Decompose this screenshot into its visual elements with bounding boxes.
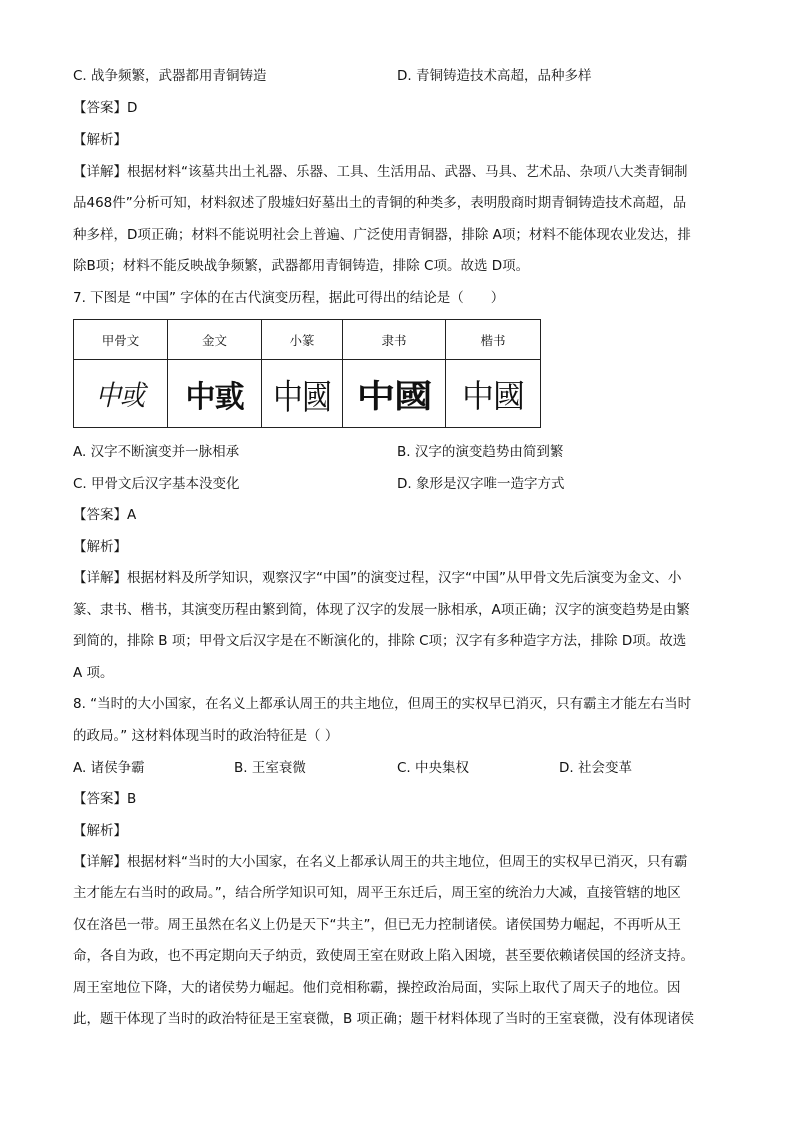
table-glyph-row <box>74 360 541 428</box>
q8-option-a: A. 诸侯争霸 <box>73 760 145 776</box>
q6-detail-line: 品468件”分析可知，材料叙述了殷墟妇好墓出土的青铜的种类多，表明殷商时期青铜铸造技术高超，品 <box>73 195 687 211</box>
glyph-cell-bronze-script <box>168 360 262 428</box>
q6-answer: 【答案】D <box>73 100 138 116</box>
glyph-cell-oracle-bone <box>74 360 168 428</box>
q8-detail-line: 【详解】根据材料“当时的大小国家，在名义上都承认周王的共主地位，但周王的实权早已消灭，只有霸 <box>73 854 688 870</box>
q8-option-b: B. 王室衰微 <box>234 760 306 776</box>
q7-detail-line: 篆、隶书、楷书，其演变历程由繁到简，体现了汉字的发展一脉相承，A项正确；汉字的演变趋势是由繁 <box>73 602 690 618</box>
header-small-seal: 小篆 <box>262 320 343 360</box>
glyph-cell-regular-script <box>446 360 541 428</box>
header-clerical-script: 隶书 <box>343 320 446 360</box>
q7-option-a: A. 汉字不断演变并一脉相承 <box>73 444 240 460</box>
glyph-cell-clerical-script <box>343 360 446 428</box>
script-evolution-table <box>73 319 541 428</box>
q7-stem: 7. 下图是 “中国” 字体的在古代演变历程，据此可得出的结论是（ ） <box>73 290 505 306</box>
q8-option-c: C. 中央集权 <box>397 760 470 776</box>
q8-analysis-label: 【解析】 <box>73 823 127 839</box>
q7-detail-line: A 项。 <box>73 665 114 681</box>
glyph-cell-small-seal <box>262 360 343 428</box>
q6-option-c: C. 战争频繁，武器都用青铜铸造 <box>73 68 267 84</box>
q6-detail-line: 【详解】根据材料“该墓共出土礼器、乐器、工具、生活用品、武器、马具、艺术品、杂项八大类青铜制 <box>73 164 688 180</box>
header-bronze-script: 金文 <box>168 320 262 360</box>
q8-stem-line: 8. “当时的大小国家，在名义上都承认周王的共主地位，但周王的实权早已消灭，只有霸主才能左右当时 <box>73 696 692 712</box>
glyph-small-seal: 中國 <box>273 377 331 418</box>
q7-analysis-label: 【解析】 <box>73 539 127 555</box>
glyph-oracle-bone: 中或 <box>96 378 145 412</box>
table-header-row <box>74 320 541 360</box>
q8-detail-line: 主才能左右当时的政局。”，结合所学知识可知，周平王东迁后，周王室的统治力大减，直接管辖的地区 <box>73 885 681 901</box>
q6-detail-line: 除B项；材料不能反映战争频繁，武器都用青铜铸造，排除 C项。故选 D项。 <box>73 258 530 274</box>
q8-stem-line: 的政局。” 这材料体现当时的政治特征是（ ） <box>73 728 339 744</box>
q7-option-d: D. 象形是汉字唯一造字方式 <box>397 476 565 492</box>
q6-option-d: D. 青铜铸造技术高超，品种多样 <box>397 68 592 84</box>
q8-detail-line: 周王室地位下降，大的诸侯势力崛起。他们竞相称霸，操控政治局面，实际上取代了周天子的地位。因 <box>73 980 681 996</box>
q7-option-b: B. 汉字的演变趋势由简到繁 <box>397 444 564 460</box>
q7-option-c: C. 甲骨文后汉字基本没变化 <box>73 476 240 492</box>
q7-answer: 【答案】A <box>73 507 137 523</box>
q8-detail-line: 仅在洛邑一带。周王虽然在名义上仍是天下“共主”，但已无力控制诸侯。诸侯国势力崛起，不再听从王 <box>73 917 681 933</box>
q7-detail-line: 【详解】根据材料及所学知识，观察汉字“中国”的演变过程，汉字“中国”从甲骨文先后演变为金文、小 <box>73 570 682 586</box>
q8-detail-line: 命，各自为政，也不再定期向天子纳贡，致使周王室在财政上陷入困境，甚至要依赖诸侯国的经济支持。 <box>73 948 694 964</box>
q7-detail-line: 到简的，排除 B 项；甲骨文后汉字是在不断演化的，排除 C项；汉字有多种造字方法，排除 D项。故选 <box>73 633 687 649</box>
header-regular-script: 楷书 <box>446 320 541 360</box>
q6-detail-line: 种多样，D项正确；材料不能说明社会上普遍、广泛使用青铜器，排除 A项；材料不能体现农业发达，排 <box>73 227 691 243</box>
header-oracle-bone: 甲骨文 <box>74 320 168 360</box>
q8-answer: 【答案】B <box>73 791 137 807</box>
glyph-clerical-script: 中國 <box>356 376 432 415</box>
q8-detail-line: 此，题干体现了当时的政治特征是王室衰微，B 项正确；题干材料体现了当时的王室衰微，没有体现诸侯 <box>73 1011 695 1027</box>
q6-analysis-label: 【解析】 <box>73 132 127 148</box>
glyph-regular-script: 中國 <box>461 376 524 415</box>
q8-option-d: D. 社会变革 <box>559 760 632 776</box>
glyph-bronze-script: 中戜 <box>185 379 244 415</box>
